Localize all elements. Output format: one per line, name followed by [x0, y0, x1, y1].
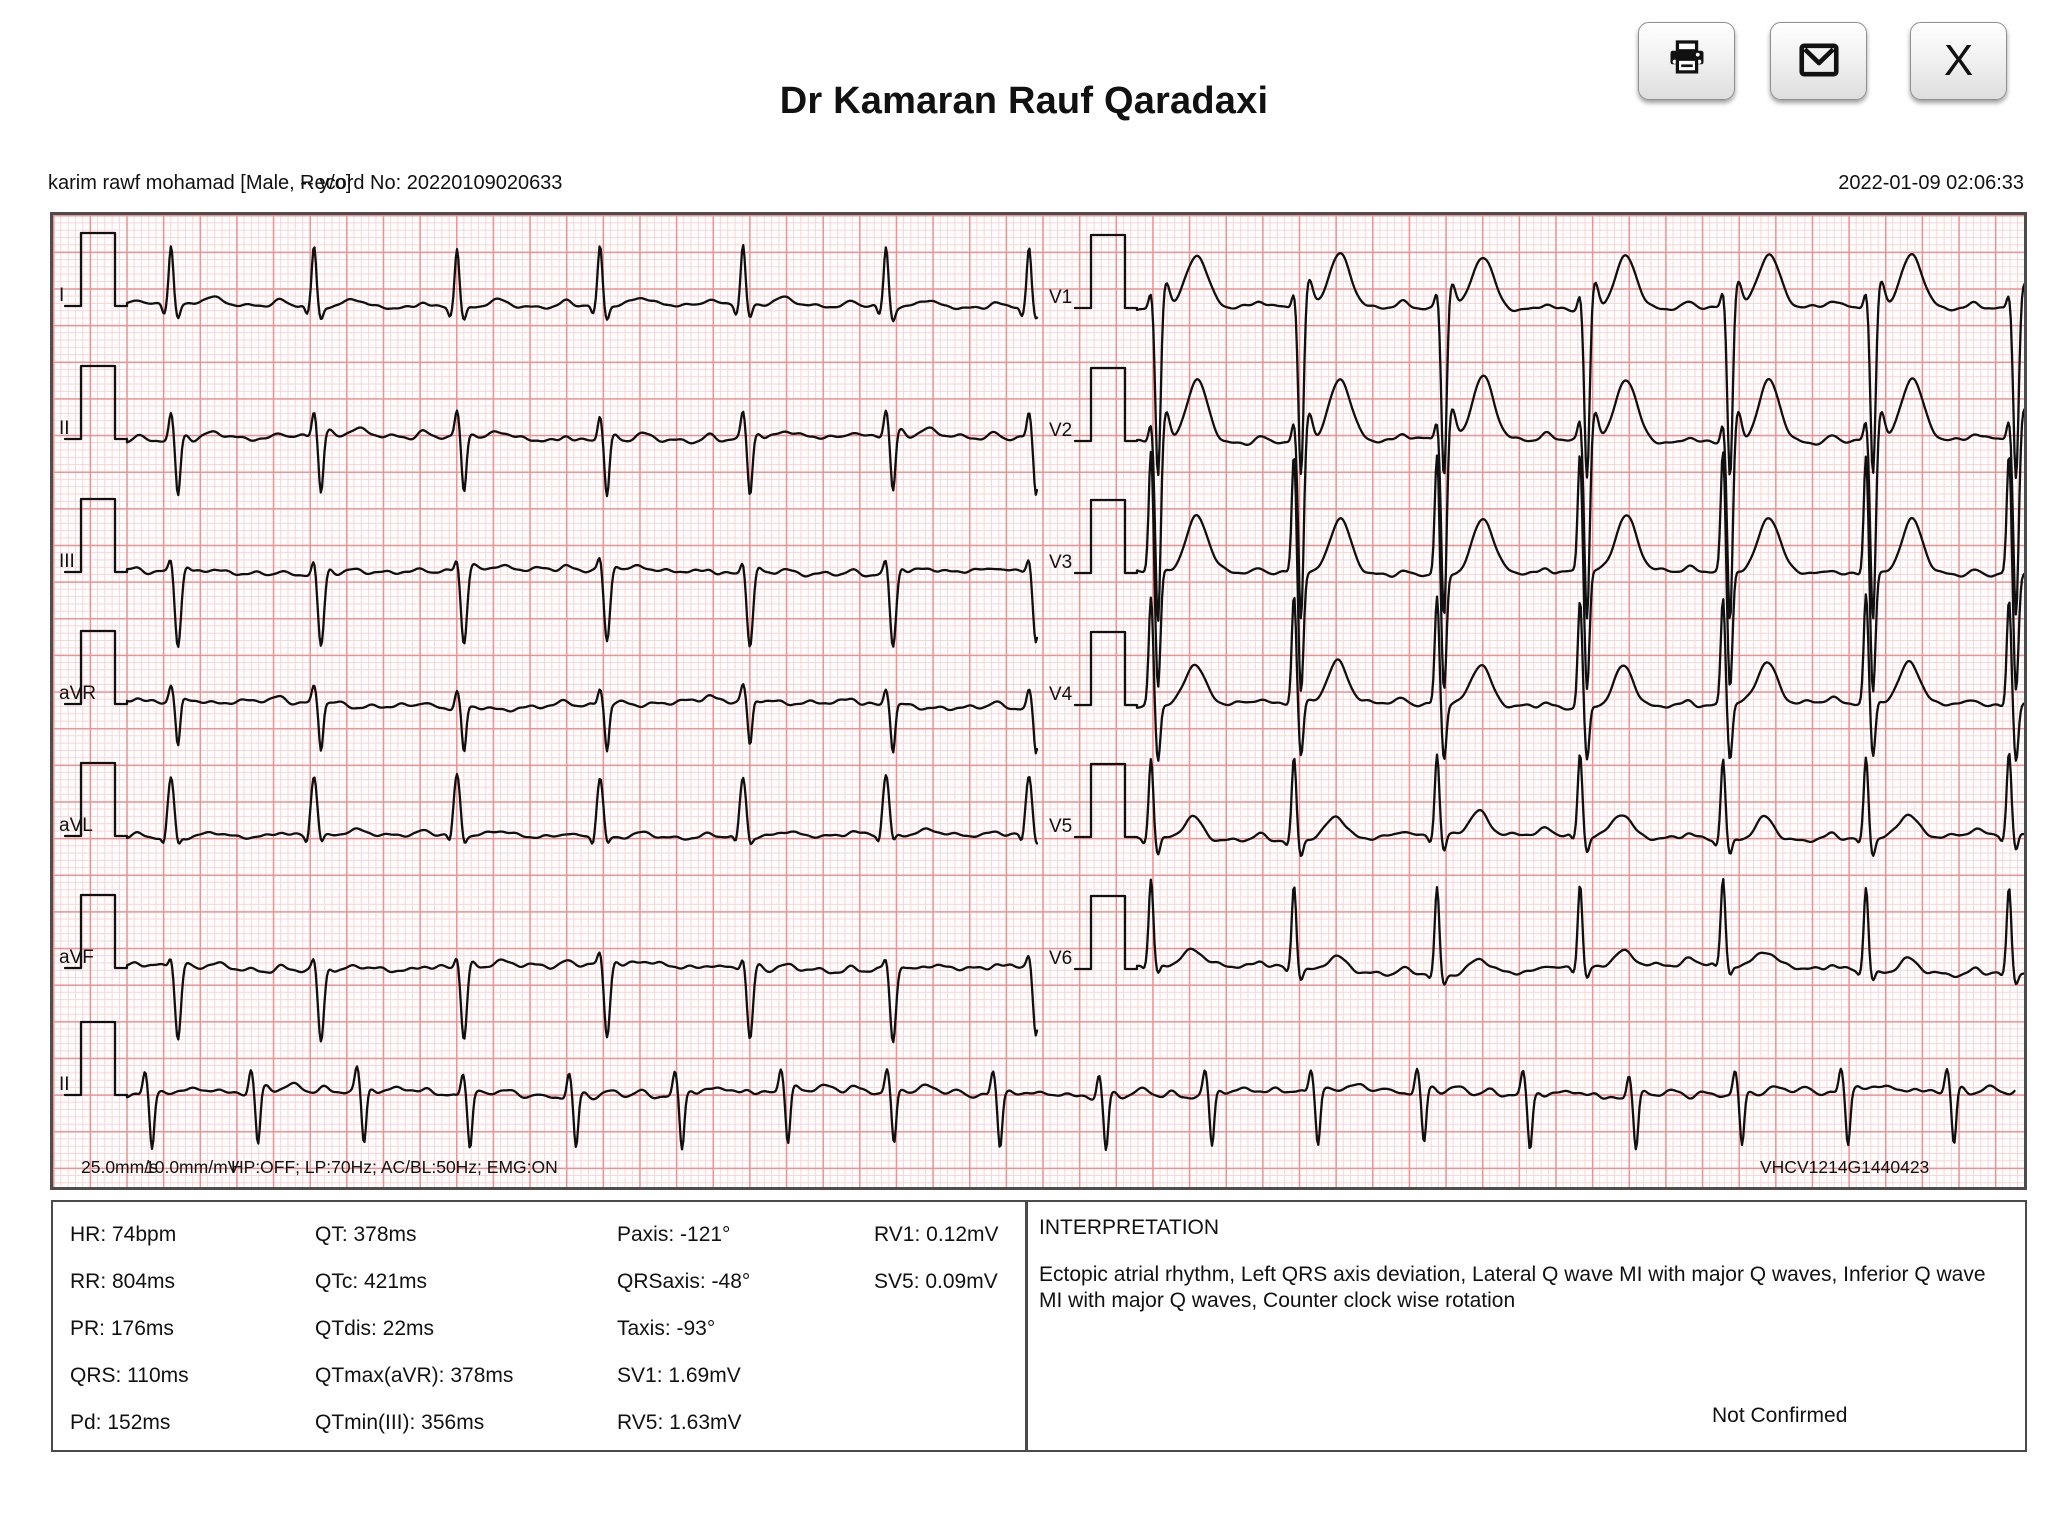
ecg-trace-II-rhythm	[65, 1022, 2015, 1150]
email-icon	[1796, 37, 1842, 86]
lead-label-V5: V5	[1049, 816, 1073, 837]
lead-label-III: III	[59, 551, 75, 572]
ecg-trace-aVR	[65, 631, 1037, 753]
record-datetime: 2022-01-09 02:06:33	[1838, 172, 2024, 194]
ecg-trace-V6	[1075, 879, 2024, 984]
lead-label-V2: V2	[1049, 420, 1073, 441]
lead-label-V3: V3	[1049, 552, 1073, 573]
lead-label-V1: V1	[1049, 287, 1073, 308]
ecg-trace-V3	[1075, 452, 2024, 691]
ecg-trace-V1	[1075, 235, 2024, 478]
ecg-paper	[50, 212, 2027, 1190]
record-number: Record No: 20220109020633	[300, 172, 563, 194]
results-panels	[51, 1200, 2027, 1452]
measurement-qrs: QRS: 110ms	[70, 1363, 189, 1387]
close-icon: X	[1943, 36, 1974, 85]
paper-speed: 25.0mm/s	[81, 1157, 158, 1177]
ecg-trace-V4	[1075, 594, 2024, 760]
measurement-qtc: QTc: 421ms	[315, 1269, 428, 1293]
page-title: Dr Kamaran Rauf Qaradaxi	[779, 80, 1269, 122]
ecg-trace-III	[65, 499, 1037, 647]
measurement-qtmin: QTmin(III): 356ms	[315, 1410, 485, 1434]
confirmation-status: Not Confirmed	[1712, 1404, 1848, 1427]
measurement-rv1: RV1: 0.12mV	[874, 1222, 999, 1246]
measurement-column-1	[70, 1211, 189, 1446]
print-icon	[1664, 37, 1710, 86]
ecg-trace-aVL	[65, 763, 1037, 844]
lead-label-aVR: aVR	[59, 683, 96, 704]
lead-label-I: I	[59, 285, 65, 306]
patient-info-row	[0, 172, 2048, 198]
lead-label-aVF: aVF	[59, 947, 94, 968]
interpretation-heading: INTERPRETATION	[1039, 1216, 1220, 1239]
lead-label-II: II	[59, 418, 70, 439]
measurement-taxis: Taxis: -93°	[617, 1316, 716, 1340]
ecg-trace-V5	[1075, 754, 2024, 856]
measurement-hr: HR: 74bpm	[70, 1222, 177, 1246]
ecg-trace-V2	[1075, 368, 2024, 621]
measurement-column-4	[874, 1211, 999, 1305]
ecg-trace-I	[65, 233, 1037, 321]
ecg-trace-II	[65, 366, 1037, 496]
filter-settings: HP:OFF; LP:70Hz; AC/BL:50Hz; EMG:ON	[231, 1157, 558, 1177]
ecg-traces	[53, 215, 2024, 1187]
measurement-rv5: RV5: 1.63mV	[617, 1410, 742, 1434]
lead-label-II-rhythm: II	[59, 1074, 70, 1095]
measurement-rr: RR: 804ms	[70, 1269, 176, 1293]
ecg-trace-aVF	[65, 895, 1037, 1042]
measurement-pd: Pd: 152ms	[70, 1410, 171, 1434]
interpretation-text: Ectopic atrial rhythm, Left QRS axis deviation, Lateral Q wave MI with major Q waves, Inferior Q wave MI with major Q waves, Counter clock wise rotation	[1039, 1263, 1986, 1312]
lead-label-aVL: aVL	[59, 815, 93, 836]
measurement-qrsaxis: QRSaxis: -48°	[617, 1269, 751, 1293]
measurement-pr: PR: 176ms	[70, 1316, 174, 1340]
paper-gain: 10.0mm/mV	[145, 1157, 240, 1177]
lead-label-V6: V6	[1049, 948, 1073, 969]
patient-name: karim rawf mohamad [Male, -- y/o]	[48, 172, 352, 194]
measurement-qtmax: QTmax(aVR): 378ms	[315, 1363, 514, 1387]
measurement-sv5: SV5: 0.09mV	[874, 1269, 998, 1293]
measurement-qt: QT: 378ms	[315, 1222, 417, 1246]
measurement-paxis: Paxis: -121°	[617, 1222, 731, 1246]
lead-label-V4: V4	[1049, 684, 1073, 705]
measurement-column-3	[617, 1211, 750, 1446]
measurement-qtdis: QTdis: 22ms	[315, 1316, 435, 1340]
panel-divider	[1025, 1202, 1028, 1450]
measurement-sv1: SV1: 1.69mV	[617, 1363, 741, 1387]
measurement-column-2	[315, 1211, 513, 1446]
device-code: VHCV1214G1440423	[1760, 1157, 1930, 1177]
